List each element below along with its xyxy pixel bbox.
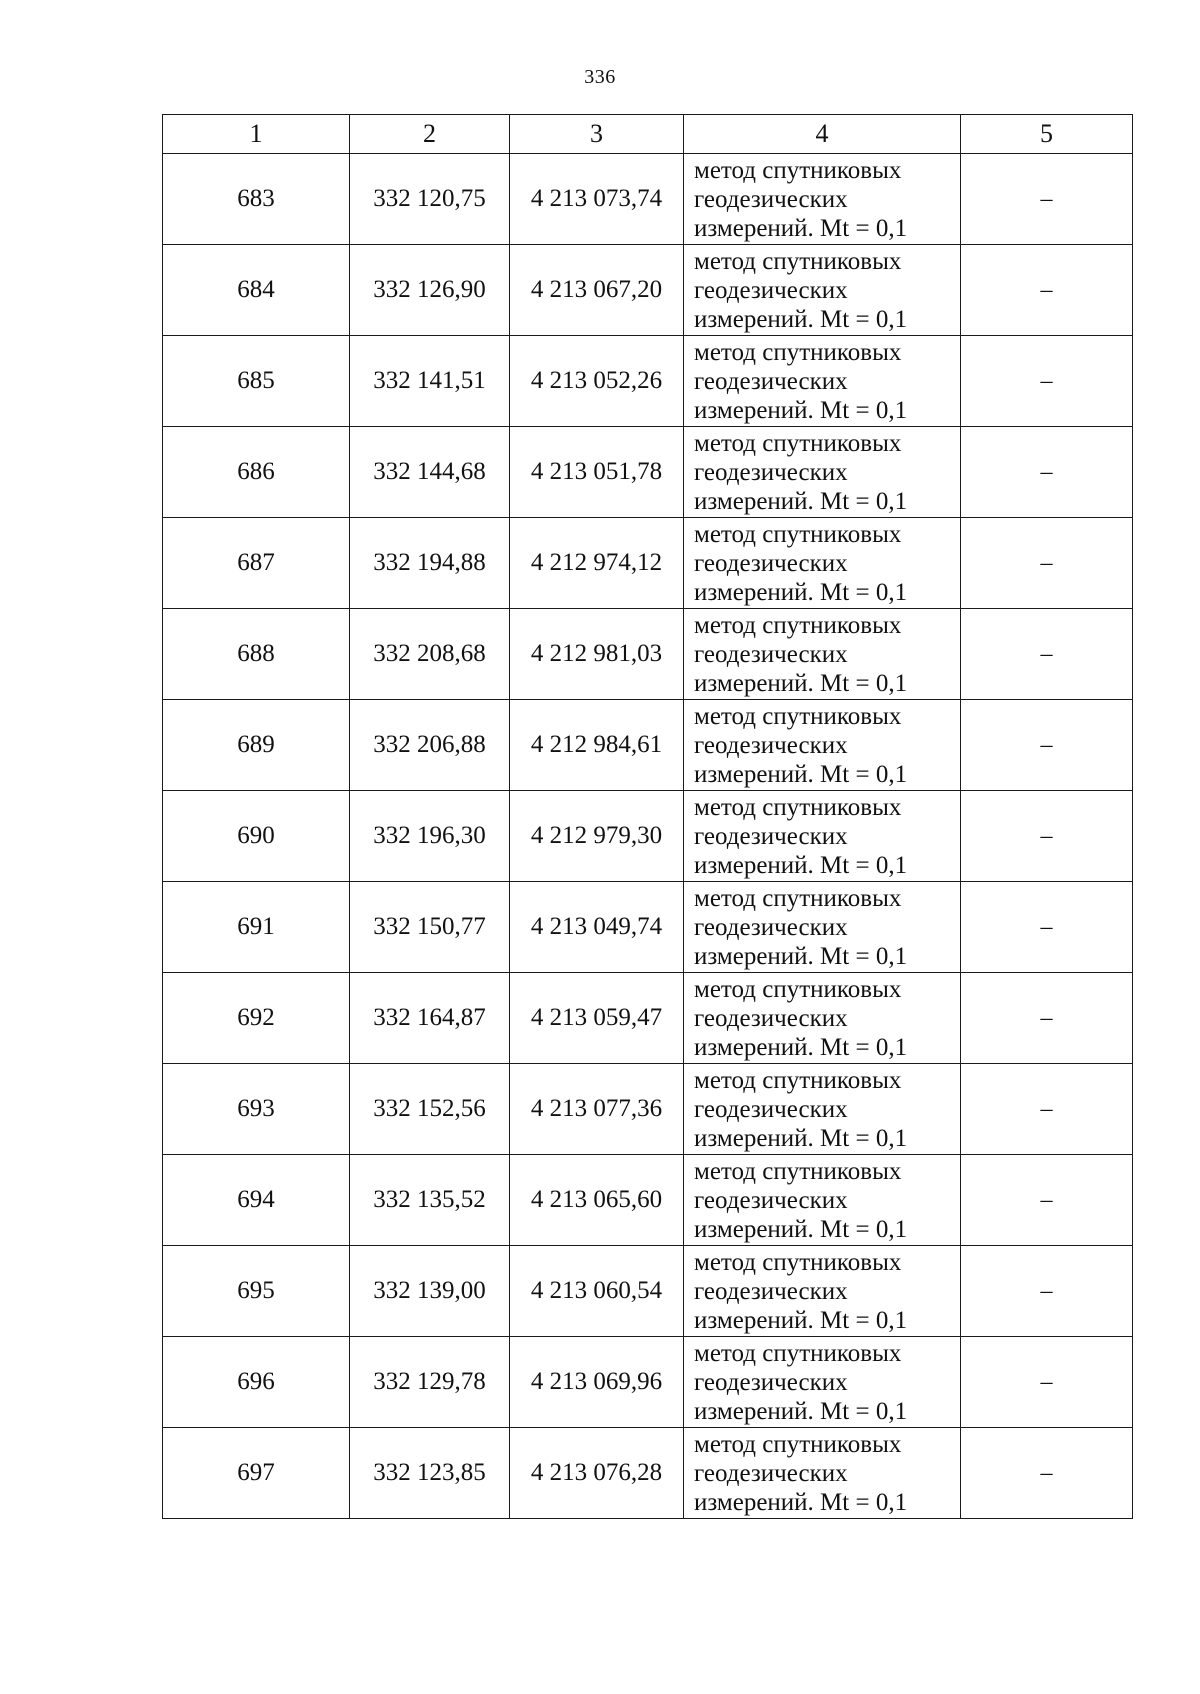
cell-x-coordinate: 332 208,68 (350, 609, 510, 700)
cell-x-coordinate: 332 206,88 (350, 700, 510, 791)
header-col-3: 3 (510, 115, 684, 154)
table-row (163, 1337, 1133, 1428)
cell-y-coordinate: 4 212 974,12 (510, 518, 684, 609)
table-row (163, 245, 1133, 336)
table-row (163, 1246, 1133, 1337)
method-line: измерений. Mt = 0,1 (694, 1033, 908, 1061)
cell-x-coordinate: 332 126,90 (350, 245, 510, 336)
cell-x-coordinate: 332 120,75 (350, 154, 510, 245)
method-line: метод спутниковых (694, 429, 902, 457)
cell-y-coordinate: 4 213 067,20 (510, 245, 684, 336)
cell-method (684, 518, 961, 609)
cell-x-coordinate: 332 150,77 (350, 882, 510, 973)
cell-note: – (961, 336, 1133, 427)
method-line: метод спутниковых (694, 1157, 902, 1185)
method-line: геодезических (694, 185, 848, 213)
cell-x-coordinate: 332 164,87 (350, 973, 510, 1064)
cell-note: – (961, 609, 1133, 700)
cell-y-coordinate: 4 213 073,74 (510, 154, 684, 245)
cell-point-number: 684 (163, 245, 350, 336)
table-row (163, 882, 1133, 973)
cell-point-number: 691 (163, 882, 350, 973)
cell-x-coordinate: 332 139,00 (350, 1246, 510, 1337)
table-row (163, 154, 1133, 245)
cell-point-number: 694 (163, 1155, 350, 1246)
method-line: измерений. Mt = 0,1 (694, 1124, 908, 1152)
cell-point-number: 689 (163, 700, 350, 791)
coordinates-table (162, 114, 1133, 1519)
table-row (163, 609, 1133, 700)
cell-method (684, 336, 961, 427)
cell-point-number: 687 (163, 518, 350, 609)
cell-method (684, 791, 961, 882)
page-number: 336 (584, 66, 616, 88)
cell-y-coordinate: 4 213 076,28 (510, 1428, 684, 1519)
method-line: измерений. Mt = 0,1 (694, 487, 908, 515)
method-line: метод спутниковых (694, 520, 902, 548)
method-line: измерений. Mt = 0,1 (694, 1215, 908, 1243)
method-line: метод спутниковых (694, 156, 902, 184)
cell-note: – (961, 518, 1133, 609)
cell-point-number: 695 (163, 1246, 350, 1337)
cell-x-coordinate: 332 129,78 (350, 1337, 510, 1428)
cell-point-number: 696 (163, 1337, 350, 1428)
method-line: геодезических (694, 276, 848, 304)
cell-y-coordinate: 4 213 069,96 (510, 1337, 684, 1428)
cell-note: – (961, 427, 1133, 518)
cell-method (684, 154, 961, 245)
table-row (163, 1155, 1133, 1246)
method-line: геодезических (694, 1095, 848, 1123)
cell-x-coordinate: 332 196,30 (350, 791, 510, 882)
method-line: измерений. Mt = 0,1 (694, 760, 908, 788)
cell-point-number: 683 (163, 154, 350, 245)
header-col-4: 4 (684, 115, 961, 154)
table-row (163, 700, 1133, 791)
method-line: измерений. Mt = 0,1 (694, 214, 908, 242)
cell-x-coordinate: 332 152,56 (350, 1064, 510, 1155)
cell-note: – (961, 1337, 1133, 1428)
method-line: геодезических (694, 458, 848, 486)
method-line: геодезических (694, 1186, 848, 1214)
cell-method (684, 1428, 961, 1519)
method-line: измерений. Mt = 0,1 (694, 578, 908, 606)
method-line: измерений. Mt = 0,1 (694, 1306, 908, 1334)
cell-note: – (961, 1246, 1133, 1337)
table-row (163, 518, 1133, 609)
method-line: измерений. Mt = 0,1 (694, 1397, 908, 1425)
cell-note: – (961, 154, 1133, 245)
table-row (163, 336, 1133, 427)
cell-y-coordinate: 4 213 049,74 (510, 882, 684, 973)
method-line: метод спутниковых (694, 247, 902, 275)
cell-y-coordinate: 4 213 077,36 (510, 1064, 684, 1155)
cell-y-coordinate: 4 213 052,26 (510, 336, 684, 427)
cell-x-coordinate: 332 135,52 (350, 1155, 510, 1246)
table-header (163, 115, 1133, 154)
header-col-5: 5 (961, 115, 1133, 154)
cell-method (684, 1246, 961, 1337)
header-col-1: 1 (163, 115, 350, 154)
cell-note: – (961, 973, 1133, 1064)
table-row (163, 973, 1133, 1064)
cell-method (684, 973, 961, 1064)
cell-y-coordinate: 4 213 059,47 (510, 973, 684, 1064)
cell-method (684, 1337, 961, 1428)
cell-point-number: 693 (163, 1064, 350, 1155)
method-line: геодезических (694, 367, 848, 395)
cell-y-coordinate: 4 213 051,78 (510, 427, 684, 518)
method-line: геодезических (694, 1004, 848, 1032)
method-line: метод спутниковых (694, 884, 902, 912)
method-line: измерений. Mt = 0,1 (694, 669, 908, 697)
method-line: измерений. Mt = 0,1 (694, 396, 908, 424)
cell-y-coordinate: 4 212 979,30 (510, 791, 684, 882)
table-row (163, 1428, 1133, 1519)
method-line: измерений. Mt = 0,1 (694, 1488, 908, 1516)
cell-x-coordinate: 332 194,88 (350, 518, 510, 609)
cell-y-coordinate: 4 213 060,54 (510, 1246, 684, 1337)
cell-note: – (961, 700, 1133, 791)
method-line: геодезических (694, 1277, 848, 1305)
cell-method (684, 609, 961, 700)
cell-note: – (961, 1155, 1133, 1246)
method-line: метод спутниковых (694, 1066, 902, 1094)
table-row (163, 427, 1133, 518)
cell-note: – (961, 882, 1133, 973)
cell-point-number: 685 (163, 336, 350, 427)
method-line: метод спутниковых (694, 338, 902, 366)
cell-y-coordinate: 4 212 981,03 (510, 609, 684, 700)
method-line: измерений. Mt = 0,1 (694, 942, 908, 970)
cell-note: – (961, 1064, 1133, 1155)
method-line: метод спутниковых (694, 975, 902, 1003)
cell-point-number: 686 (163, 427, 350, 518)
header-row (163, 115, 1133, 154)
method-line: геодезических (694, 822, 848, 850)
method-line: геодезических (694, 913, 848, 941)
cell-method (684, 700, 961, 791)
method-line: геодезических (694, 1368, 848, 1396)
method-line: метод спутниковых (694, 1248, 902, 1276)
cell-note: – (961, 245, 1133, 336)
method-line: измерений. Mt = 0,1 (694, 305, 908, 333)
cell-point-number: 688 (163, 609, 350, 700)
method-line: измерений. Mt = 0,1 (694, 851, 908, 879)
method-line: метод спутниковых (694, 611, 902, 639)
cell-method (684, 245, 961, 336)
cell-method (684, 1155, 961, 1246)
cell-point-number: 692 (163, 973, 350, 1064)
cell-note: – (961, 791, 1133, 882)
table-row (163, 791, 1133, 882)
cell-x-coordinate: 332 123,85 (350, 1428, 510, 1519)
cell-point-number: 697 (163, 1428, 350, 1519)
cell-method (684, 1064, 961, 1155)
method-line: геодезических (694, 1459, 848, 1487)
method-line: метод спутниковых (694, 793, 902, 821)
cell-y-coordinate: 4 212 984,61 (510, 700, 684, 791)
cell-x-coordinate: 332 144,68 (350, 427, 510, 518)
cell-y-coordinate: 4 213 065,60 (510, 1155, 684, 1246)
cell-method (684, 427, 961, 518)
method-line: метод спутниковых (694, 1339, 902, 1367)
header-col-2: 2 (350, 115, 510, 154)
cell-note: – (961, 1428, 1133, 1519)
cell-x-coordinate: 332 141,51 (350, 336, 510, 427)
method-line: метод спутниковых (694, 702, 902, 730)
method-line: геодезических (694, 731, 848, 759)
method-line: метод спутниковых (694, 1430, 902, 1458)
table-row (163, 1064, 1133, 1155)
method-line: геодезических (694, 640, 848, 668)
cell-point-number: 690 (163, 791, 350, 882)
table-body (163, 154, 1133, 1519)
cell-method (684, 882, 961, 973)
method-line: геодезических (694, 549, 848, 577)
